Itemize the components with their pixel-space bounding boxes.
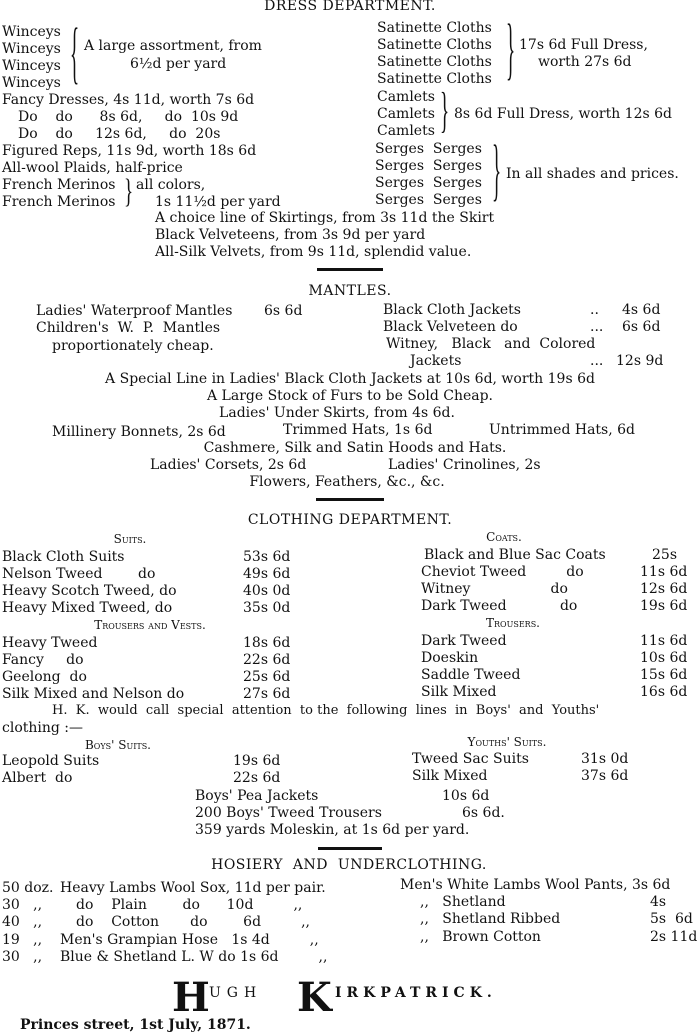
pants-item: ,, Shetland	[420, 894, 506, 910]
coat-price: 11s 6d	[640, 564, 688, 580]
boys-trousers: 200 Boys' Tweed Trousers	[195, 805, 382, 821]
tweed-sac-suits: Tweed Sac Suits	[412, 751, 529, 767]
satinette-brace: }	[506, 13, 516, 90]
flowers-feathers: Flowers, Feathers, &c., &c.	[249, 474, 445, 490]
trousers-price: 11s 6d	[640, 633, 688, 649]
winceys-price: 6½d per yard	[130, 56, 227, 72]
black-velveteens: Black Velveteens, from 3s 9d per yard	[155, 227, 426, 243]
trousers-item: Doeskin	[421, 650, 479, 666]
section-rule	[318, 847, 382, 850]
albert-suits-price: 22s 6d	[233, 770, 281, 786]
trousers-price: 15s 6d	[640, 667, 688, 683]
coat-price: 25s	[652, 547, 677, 563]
hosiery-qty: 30 ,,	[2, 897, 43, 913]
merinos-brace: }	[124, 173, 134, 212]
silk-mixed-suits-price: 37s 6d	[581, 768, 629, 784]
hoods-and-hats: Cashmere, Silk and Satin Hoods and Hats.	[203, 440, 507, 456]
signature-surname: IRKPATRICK.	[335, 985, 497, 1001]
trousers-price: 16s 6d	[640, 684, 688, 700]
hosiery-qty: 40 ,,	[2, 914, 43, 930]
suit-item: Heavy Mixed Tweed, do	[2, 600, 173, 616]
coat-price: 12s 6d	[640, 581, 688, 597]
serges-line: Serges Serges	[375, 141, 482, 157]
suit-price: 40s 0d	[243, 583, 291, 599]
trousers-item: Saddle Tweed	[421, 667, 521, 683]
suit-item: Nelson Tweed do	[2, 566, 156, 582]
suits-heading: Suits.	[113, 532, 147, 546]
attention-line: H. K. would call special attention to the following lines in Boys' and Youths'	[52, 703, 600, 718]
boys-trousers-price: 6s 6d.	[462, 805, 505, 821]
signature-first-name: UGH	[209, 985, 263, 1001]
suit-item: Heavy Scotch Tweed, do	[2, 583, 177, 599]
fancy-dresses: Fancy Dresses, 4s 11d, worth 7s 6d	[2, 92, 255, 108]
winceys-brace: {	[70, 17, 80, 94]
section-rule	[317, 268, 383, 271]
merinos-line: French Merinos	[2, 177, 116, 193]
albert-suits: Albert do	[2, 770, 73, 786]
satinette-price: worth 27s 6d	[538, 54, 632, 70]
waterproof-mantles-price: 6s 6d	[264, 303, 303, 319]
trousers-vests-heading: Trousers and Vests.	[94, 618, 206, 632]
merinos-note: all colors,	[136, 177, 206, 193]
pants-price: 5s 6d	[650, 911, 693, 927]
trousers-vests-item: Geelong do	[2, 669, 87, 685]
all-wool-plaids: All-wool Plaids, half-price	[2, 160, 183, 176]
mantles-title: MANTLES.	[308, 283, 392, 299]
pants-item: ,, Shetland Ribbed	[420, 911, 561, 927]
suit-price: 49s 6d	[243, 566, 291, 582]
moleskin: 359 yards Moleskin, at 1s 6d per yard.	[195, 822, 470, 838]
attention-line-2: clothing :—	[2, 720, 84, 736]
fancy-dresses-2: Do do 8s 6d, do 10s 9d	[18, 109, 239, 125]
black-velveteen-jackets: Black Velveteen do	[383, 319, 518, 335]
winceys-line: Winceys	[2, 41, 61, 57]
trousers-vests-price: 18s 6d	[243, 635, 291, 651]
merinos-price: 1s 11½d per yard	[155, 194, 281, 210]
signature-initial-k: K	[297, 974, 332, 1021]
witney-jackets: Witney, Black and Colored	[386, 336, 596, 352]
under-skirts: Ladies' Under Skirts, from 4s 6d.	[219, 405, 455, 421]
trousers-vests-item: Silk Mixed and Nelson do	[2, 686, 185, 702]
pea-jackets: Boys' Pea Jackets	[195, 788, 319, 804]
skirtings: A choice line of Skirtings, from 3s 11d the Skirt	[155, 210, 495, 226]
ladies-corsets: Ladies' Corsets, 2s 6d	[150, 457, 307, 473]
ladies-crinolines: Ladies' Crinolines, 2s	[388, 457, 541, 473]
camlets-brace: }	[440, 84, 450, 140]
leader-dots: ...	[590, 319, 604, 335]
black-velveteen-price: 6s 6d	[622, 319, 661, 335]
leopold-suits-price: 19s 6d	[233, 753, 281, 769]
merinos-line: French Merinos	[2, 194, 116, 210]
satinette-line: Satinette Cloths	[377, 71, 492, 87]
fancy-dresses-3: Do do 12s 6d, do 20s	[18, 126, 221, 142]
hosiery-qty: 30 ,,	[2, 949, 43, 965]
trousers-item: Silk Mixed	[421, 684, 497, 700]
winceys-line: Winceys	[2, 58, 61, 74]
dress-title: DRESS DEPARTMENT.	[264, 0, 436, 14]
camlets-line: Camlets	[377, 106, 435, 122]
coat-price: 19s 6d	[640, 598, 688, 614]
hosiery-title: HOSIERY AND UNDERCLOTHING.	[211, 857, 487, 873]
satinette-line: Satinette Cloths	[377, 20, 492, 36]
signature-initial-h: H	[172, 974, 210, 1021]
hosiery-item: do Cotton do 6d ,,	[76, 914, 310, 930]
section-rule	[316, 498, 384, 501]
coat-item: Witney do	[421, 581, 568, 597]
hosiery-item: do Plain do 10d ,,	[76, 897, 303, 913]
suit-price: 35s 0d	[243, 600, 291, 616]
satinette-line: Satinette Cloths	[377, 37, 492, 53]
serges-line: Serges Serges	[375, 175, 482, 191]
leader-dots: ...	[590, 353, 604, 369]
serges-brace: }	[492, 134, 502, 211]
pants-price: 2s 11d	[650, 929, 698, 945]
youths-suits-heading: Youths' Suits.	[467, 735, 547, 749]
coat-item: Cheviot Tweed do	[421, 564, 584, 580]
trousers-heading: Trousers.	[486, 616, 540, 630]
winceys-line: Winceys	[2, 24, 61, 40]
figured-reps: Figured Reps, 11s 9d, worth 18s 6d	[2, 143, 257, 159]
pea-jackets-price: 10s 6d	[442, 788, 490, 804]
winceys-note: A large assortment, from	[84, 38, 262, 54]
trousers-vests-price: 22s 6d	[243, 652, 291, 668]
trimmed-hats: Trimmed Hats, 1s 6d	[283, 422, 433, 438]
hosiery-qty: 50 doz.	[2, 880, 54, 896]
trousers-price: 10s 6d	[640, 650, 688, 666]
trousers-vests-item: Fancy do	[2, 652, 84, 668]
serges-note: In all shades and prices.	[506, 166, 679, 182]
trousers-vests-price: 27s 6d	[243, 686, 291, 702]
waterproof-mantles: Ladies' Waterproof Mantles	[36, 303, 233, 319]
hosiery-item: Men's Grampian Hose 1s 4d ,,	[60, 932, 319, 948]
satinette-line: Satinette Cloths	[377, 54, 492, 70]
black-cloth-jackets: Black Cloth Jackets	[383, 302, 521, 318]
camlets-line: Camlets	[377, 89, 435, 105]
coat-item: Dark Tweed do	[421, 598, 578, 614]
trousers-vests-item: Heavy Tweed	[2, 635, 98, 651]
silk-mixed-suits: Silk Mixed	[412, 768, 488, 784]
camlets-note: 8s 6d Full Dress, worth 12s 6d	[454, 106, 672, 122]
furs-line: A Large Stock of Furs to be Sold Cheap.	[206, 388, 494, 404]
pants-price: 4s	[650, 894, 667, 910]
camlets-line: Camlets	[377, 123, 435, 139]
coats-heading: Coats.	[486, 530, 522, 544]
leader-dots: ..	[590, 302, 599, 318]
witney-jackets-2: Jackets	[410, 353, 462, 369]
all-silk-velvets: All-Silk Velvets, from 9s 11d, splendid value.	[155, 244, 472, 260]
hosiery-item: Blue & Shetland L. W do 1s 6d ,,	[60, 949, 328, 965]
trousers-vests-price: 25s 6d	[243, 669, 291, 685]
witney-jackets-price: 12s 9d	[616, 353, 664, 369]
proportionately-cheap: proportionately cheap.	[52, 338, 214, 354]
clothing-title: CLOTHING DEPARTMENT.	[247, 512, 453, 528]
serges-line: Serges Serges	[375, 158, 482, 174]
serges-line: Serges Serges	[375, 192, 482, 208]
black-cloth-jackets-price: 4s 6d	[622, 302, 661, 318]
childrens-mantles: Children's W. P. Mantles	[36, 320, 221, 336]
untrimmed-hats: Untrimmed Hats, 6d	[489, 422, 635, 438]
pants-item: ,, Brown Cotton	[420, 929, 541, 945]
trousers-item: Dark Tweed	[421, 633, 507, 649]
coat-item: Black and Blue Sac Coats	[424, 547, 606, 563]
hosiery-qty: 19 ,,	[2, 932, 43, 948]
millinery-bonnets: Millinery Bonnets, 2s 6d	[52, 424, 226, 440]
hosiery-item: Heavy Lambs Wool Sox, 11d per pair.	[60, 880, 326, 896]
suit-item: Black Cloth Suits	[2, 549, 125, 565]
leopold-suits: Leopold Suits	[2, 753, 100, 769]
suit-price: 53s 6d	[243, 549, 291, 565]
dateline: Princes street, 1st July, 1871.	[20, 1017, 251, 1033]
boys-suits-heading: Boys' Suits.	[84, 738, 152, 752]
winceys-line: Winceys	[2, 75, 61, 91]
white-lambs-wool-pants: Men's White Lambs Wool Pants, 3s 6d	[400, 877, 671, 893]
tweed-sac-suits-price: 31s 0d	[581, 751, 629, 767]
satinette-note: 17s 6d Full Dress,	[519, 37, 648, 53]
special-line: A Special Line in Ladies' Black Cloth Jackets at 10s 6d, worth 19s 6d	[105, 371, 595, 387]
